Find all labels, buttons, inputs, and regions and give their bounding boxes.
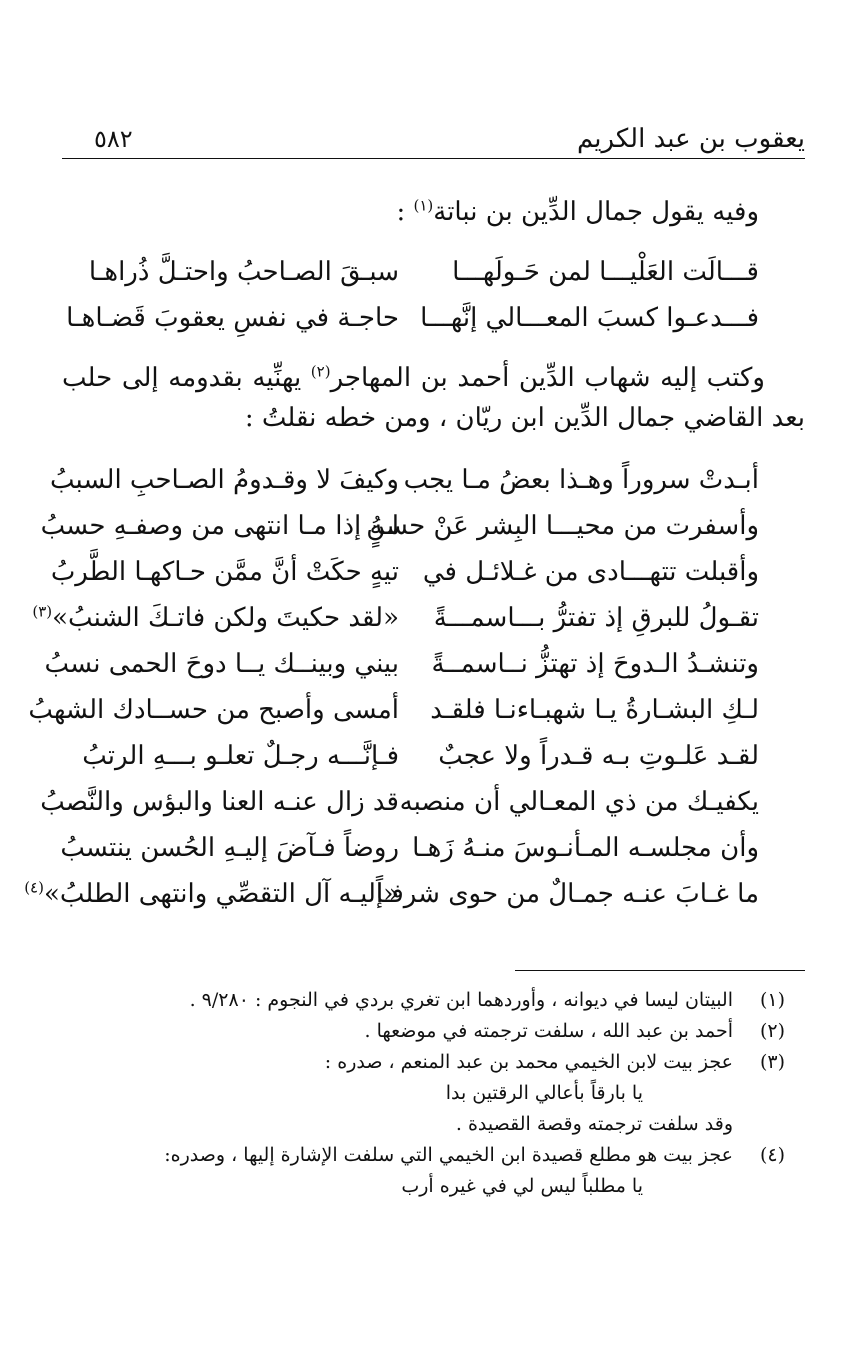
verse-line: [39, 506, 759, 546]
page-header: [62, 118, 805, 159]
intro-text: وكتب إليه شهاب الدِّين أحمد بن المهاجر: [330, 363, 765, 393]
footnotes: [62, 985, 785, 1202]
verse-second-hemistich: حاجـة في نفسِ يعقوبَ قَضـاهـا: [66, 303, 399, 333]
verse-second-hemistich: قد زال عنـه العنا والبؤس والنَّصبُ: [40, 787, 399, 817]
intro-paragraph-2: [62, 358, 805, 438]
verse-line: [32, 598, 759, 638]
verse-line: [39, 552, 759, 592]
verse-first-hemistich: وأسفرت من محيـــا البِشر عَنْ حسنٍ: [366, 511, 759, 541]
footnote: [62, 985, 785, 1016]
verse-line: [39, 252, 759, 292]
verse-line: [39, 828, 759, 868]
verse-first-hemistich: قـــالَت العَلْيـــا لمن حَـولَهـــا: [452, 257, 759, 287]
verse-first-hemistich: فـــدعـوا كسبَ المعـــالي إنَّهـــا: [420, 303, 759, 333]
verse-second-hemistich: «إليـه آل التقصِّي وانتهى الطلبُ»$^{(٤)}$: [24, 878, 399, 909]
verse-first-hemistich: ما غـابَ عنـه جمـالٌ من حوى شرفـاً: [375, 879, 759, 909]
footnote-separator: [515, 970, 805, 971]
footnote-text: عجز بيت هو مطلع قصيدة ابن الخيمي التي سلفت الإشارة إليها ، وصدره:: [164, 1144, 733, 1166]
intro-paragraph-1: [62, 192, 759, 232]
footnote-quoted-verse: يا بارقاً بأعالي الرقتين بدا: [445, 1082, 643, 1104]
verse-first-hemistich: وأقبلت تتهـــادى من غـلائـل في: [422, 557, 759, 587]
footnote-number: (٤): [759, 1144, 785, 1166]
verse-second-hemistich: سبـقَ الصـاحبُ واحتـلَّ ذُراهـا: [88, 257, 399, 287]
footnote-quoted-verse: يا مطلباً ليس لي في غيره أرب: [401, 1175, 643, 1197]
verse-second-hemistich: أمسى وأصبح من حســادك الشهبُ: [28, 695, 399, 725]
footnote-ref: (٤): [24, 878, 44, 897]
running-title: يعقوب بن عبد الكريم: [576, 124, 805, 154]
verse-line: [39, 460, 759, 500]
verse-second-hemistich: لـهُ إذا مـا انتهى من وصفـهِ حسبُ: [40, 511, 399, 541]
verse-second-hemistich: «لقد حكيتَ ولكن فاتـكَ الشنبُ»$^{(٣)}$: [32, 602, 399, 633]
verse-line: [39, 644, 759, 684]
verse-first-hemistich: أبـدتْ سروراً وهـذا بعضُ مـا يجب: [403, 465, 759, 495]
page-number: ٥٨٢: [94, 125, 133, 153]
footnote-text-continued: وقد سلفت ترجمته وقصة القصيدة .: [455, 1113, 733, 1135]
verse-first-hemistich: وأن مجلسـه المـأنـوسَ منـهُ زَهـا: [412, 833, 759, 863]
verse-line: [24, 874, 759, 914]
footnote-ref: (١): [413, 196, 434, 215]
verse-second-hemistich: تيهٍ حكَتْ أنَّ ممَّن حـاكهـا الطَّربُ: [50, 557, 399, 587]
footnote: [62, 1140, 785, 1202]
footnote-ref: (٢): [310, 362, 331, 381]
verse-first-hemistich: لقـد عَلـوتِ بـه قـدراً ولا عجبٌ: [438, 741, 759, 771]
intro-text: وفيه يقول جمال الدِّين بن نباتة: [433, 197, 759, 227]
verse-second-hemistich: وكيفَ لا وقـدومُ الصـاحبِ السببُ: [49, 465, 399, 495]
verse-first-hemistich: وتنشـدُ الـدوحَ إذ تهتزُّ نــاسمــةً: [431, 649, 759, 679]
footnote-number: (٢): [759, 1020, 785, 1042]
footnote-number: (١): [759, 989, 785, 1011]
verse-line: [39, 736, 759, 776]
intro-text-continued: يهنِّيه بقدومه إلى حلب بعد القاضي جمال الدِّين ابن ريّان ، ومن خطه نقلتُ :: [62, 363, 805, 433]
intro-colon: :: [396, 197, 414, 227]
verse-second-hemistich: بيني وبينــك يــا دوحَ الحمى نسبُ: [44, 649, 399, 679]
footnote-number: (٣): [759, 1051, 785, 1073]
verse-first-hemistich: لـكِ البشـارةُ يـا شهبـاءنـا فلقـد: [430, 695, 759, 725]
footnote-ref: (٣): [32, 602, 53, 621]
verse-line: [28, 690, 759, 730]
footnote: [62, 1016, 785, 1047]
footnote-text: البيتان ليسا في ديوانه ، وأوردهما ابن تغري بردي في النجوم : ٩/٢٨٠ .: [189, 989, 733, 1011]
footnote-text: عجز بيت لابن الخيمي محمد بن عبد المنعم ، صدره :: [324, 1051, 733, 1073]
verse-second-hemistich: فـإنَّـــه رجـلٌ تعلـو بـــهِ الرتبُ: [82, 741, 399, 771]
verse-second-hemistich: روضاً فـآضَ إليـهِ الحُسن ينتسبُ: [60, 833, 399, 863]
verse-line: [39, 782, 759, 822]
footnote: [62, 1047, 785, 1140]
verse-first-hemistich: تقـولُ للبرقِ إذ تفترُّ بـــاسمـــةً: [433, 603, 759, 633]
verse-line: [39, 298, 759, 338]
verse-first-hemistich: يكفيـك من ذي المعـالي أن منصبه: [399, 787, 759, 817]
footnote-text: أحمد بن عبد الله ، سلفت ترجمته في موضعها .: [364, 1020, 733, 1042]
